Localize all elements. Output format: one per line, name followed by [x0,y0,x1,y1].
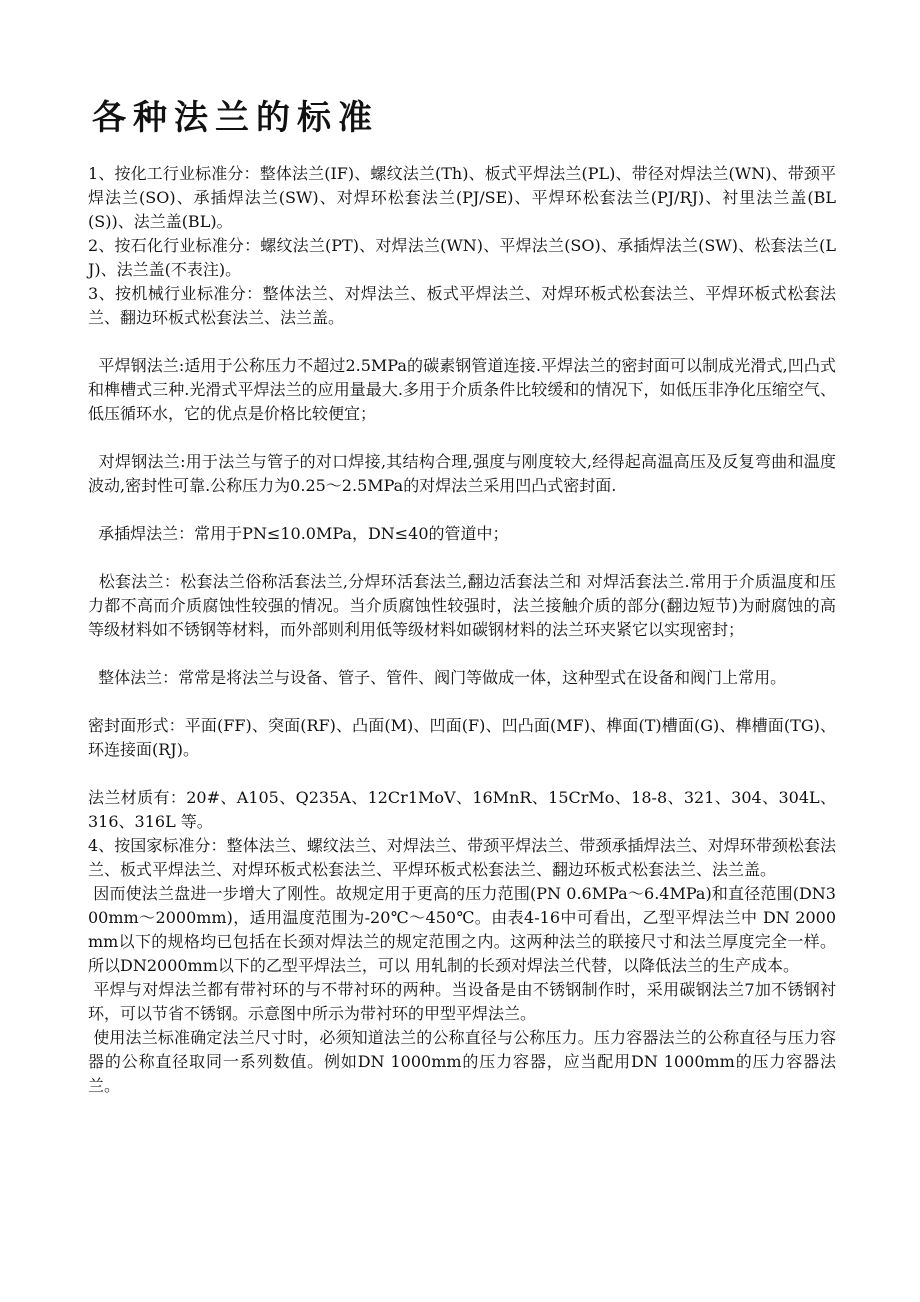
paragraph-spacer [88,426,836,450]
paragraph-sealing-faces: 密封面形式：平面(FF)、突面(RF)、凸面(M)、凹面(F)、凹凸面(MF)、榫面(T)槽面(G)、榫槽面(TG)、环连接面(RJ)。 [88,716,836,759]
paragraph-flange-materials: 法兰材质有：20#、A105、Q235A、12Cr1MoV、16MnR、15CrMo、18-8、321、304、304L、316、316L 等。 [88,788,836,831]
paragraph-integral-flange: 整体法兰：常常是将法兰与设备、管子、管件、阀门等做成一体，这种型式在设备和阀门上常用。 [88,668,787,687]
paragraph-spacer [88,330,836,354]
paragraph-weld-neck-flange: 对焊钢法兰:用于法兰与管子的对口焊接,其结构合理,强度与刚度较大,经得起高温高压及反复弯曲和温度波动,密封性可靠.公称压力为0.25～2.5MPa的对焊法兰采用凹凸式密封面. [88,452,837,495]
paragraph-chemical-standard: 1、按化工行业标准分：整体法兰(IF)、螺纹法兰(Th)、板式平焊法兰(PL)、带径对焊法兰(WN)、带颈平焊法兰(SO)、承插焊法兰(SW)、对焊环松套法兰(PJ/SE)、平焊环松套法兰(PJ/RJ)、衬里法兰盖(BL(S))、法兰盖(BL)。 [88,164,836,231]
document-title: 各种法兰的标准 [92,98,379,138]
paragraph-nominal-size: 使用法兰标准确定法兰尺寸时，必须知道法兰的公称直径与公称压力。压力容器法兰的公称直径与压力容器的公称直径取同一系列数值。例如DN 1000mm的压力容器，应当配用DN 1000mm的压力容器法兰。 [88,1028,836,1095]
paragraph-spacer [88,642,836,666]
paragraph-petrochemical-standard: 2、按石化行业标准分：螺纹法兰(PT)、对焊法兰(WN)、平焊法兰(SO)、承插焊法兰(SW)、松套法兰(LJ)、法兰盖(不表注)。 [88,236,836,279]
paragraph-lap-joint-flange: 松套法兰：松套法兰俗称活套法兰,分焊环活套法兰,翻边活套法兰和 对焊活套法兰.常用于介质温度和压力都不高而介质腐蚀性较强的情况。当介质腐蚀性较强时，法兰接触介质的部分(翻边短节)为耐腐蚀的高等级材料如不锈钢等材料，而外部则利用低等级材料如碳钢材料的法兰环夹紧它以实现密封； [88,572,836,639]
document-page [88,96,836,1098]
paragraph-socket-weld-flange: 承插焊法兰：常用于PN≤10.0MPa，DN≤40的管道中； [88,524,509,543]
paragraph-spacer [88,546,836,570]
paragraph-spacer [88,690,836,714]
paragraph-national-standard: 4、按国家标准分：整体法兰、螺纹法兰、对焊法兰、带颈平焊法兰、带颈承插焊法兰、对焊环带颈松套法兰、板式平焊法兰、对焊环板式松套法兰、平焊环板式松套法兰、翻边环板式松套法兰、法兰盖。 [88,836,836,879]
paragraph-machinery-standard: 3、按机械行业标准分：整体法兰、对焊法兰、板式平焊法兰、对焊环板式松套法兰、平焊环板式松套法兰、翻边环板式松套法兰、法兰盖。 [88,284,836,327]
paragraph-spacer [88,762,836,786]
paragraph-lining-ring: 平焊与对焊法兰都有带衬环的与不带衬环的两种。当设备是由不锈钢制作时，采用碳钢法兰7加不锈钢衬环，可以节省不锈钢。示意图中所示为带衬环的甲型平焊法兰。 [88,980,836,1023]
paragraph-spacer [88,498,836,522]
paragraph-pressure-range: 因而使法兰盘进一步增大了刚性。故规定用于更高的压力范围(PN 0.6MPa～6.4MPa)和直径范围(DN300mm～2000mm)，适用温度范围为-20℃～450℃。由表4-16中可看出，乙型平焊法兰中 DN 2000mm以下的规格均已包括在长颈对焊法兰的规定范围之内。这两种法兰的联接尺寸和法兰厚度完全一样。所以DN2000mm以下的乙型平焊法兰，可以 用轧制的长颈对焊法兰代替，以降低法兰的生产成本。 [88,884,836,975]
paragraph-slip-on-flange: 平焊钢法兰:适用于公称压力不超过2.5MPa的碳素钢管道连接.平焊法兰的密封面可以制成光滑式,凹凸式和榫槽式三种.光滑式平焊法兰的应用量最大.多用于介质条件比较缓和的情况下，如低压非净化压缩空气、低压循环水，它的优点是价格比较便宜； [88,356,837,423]
